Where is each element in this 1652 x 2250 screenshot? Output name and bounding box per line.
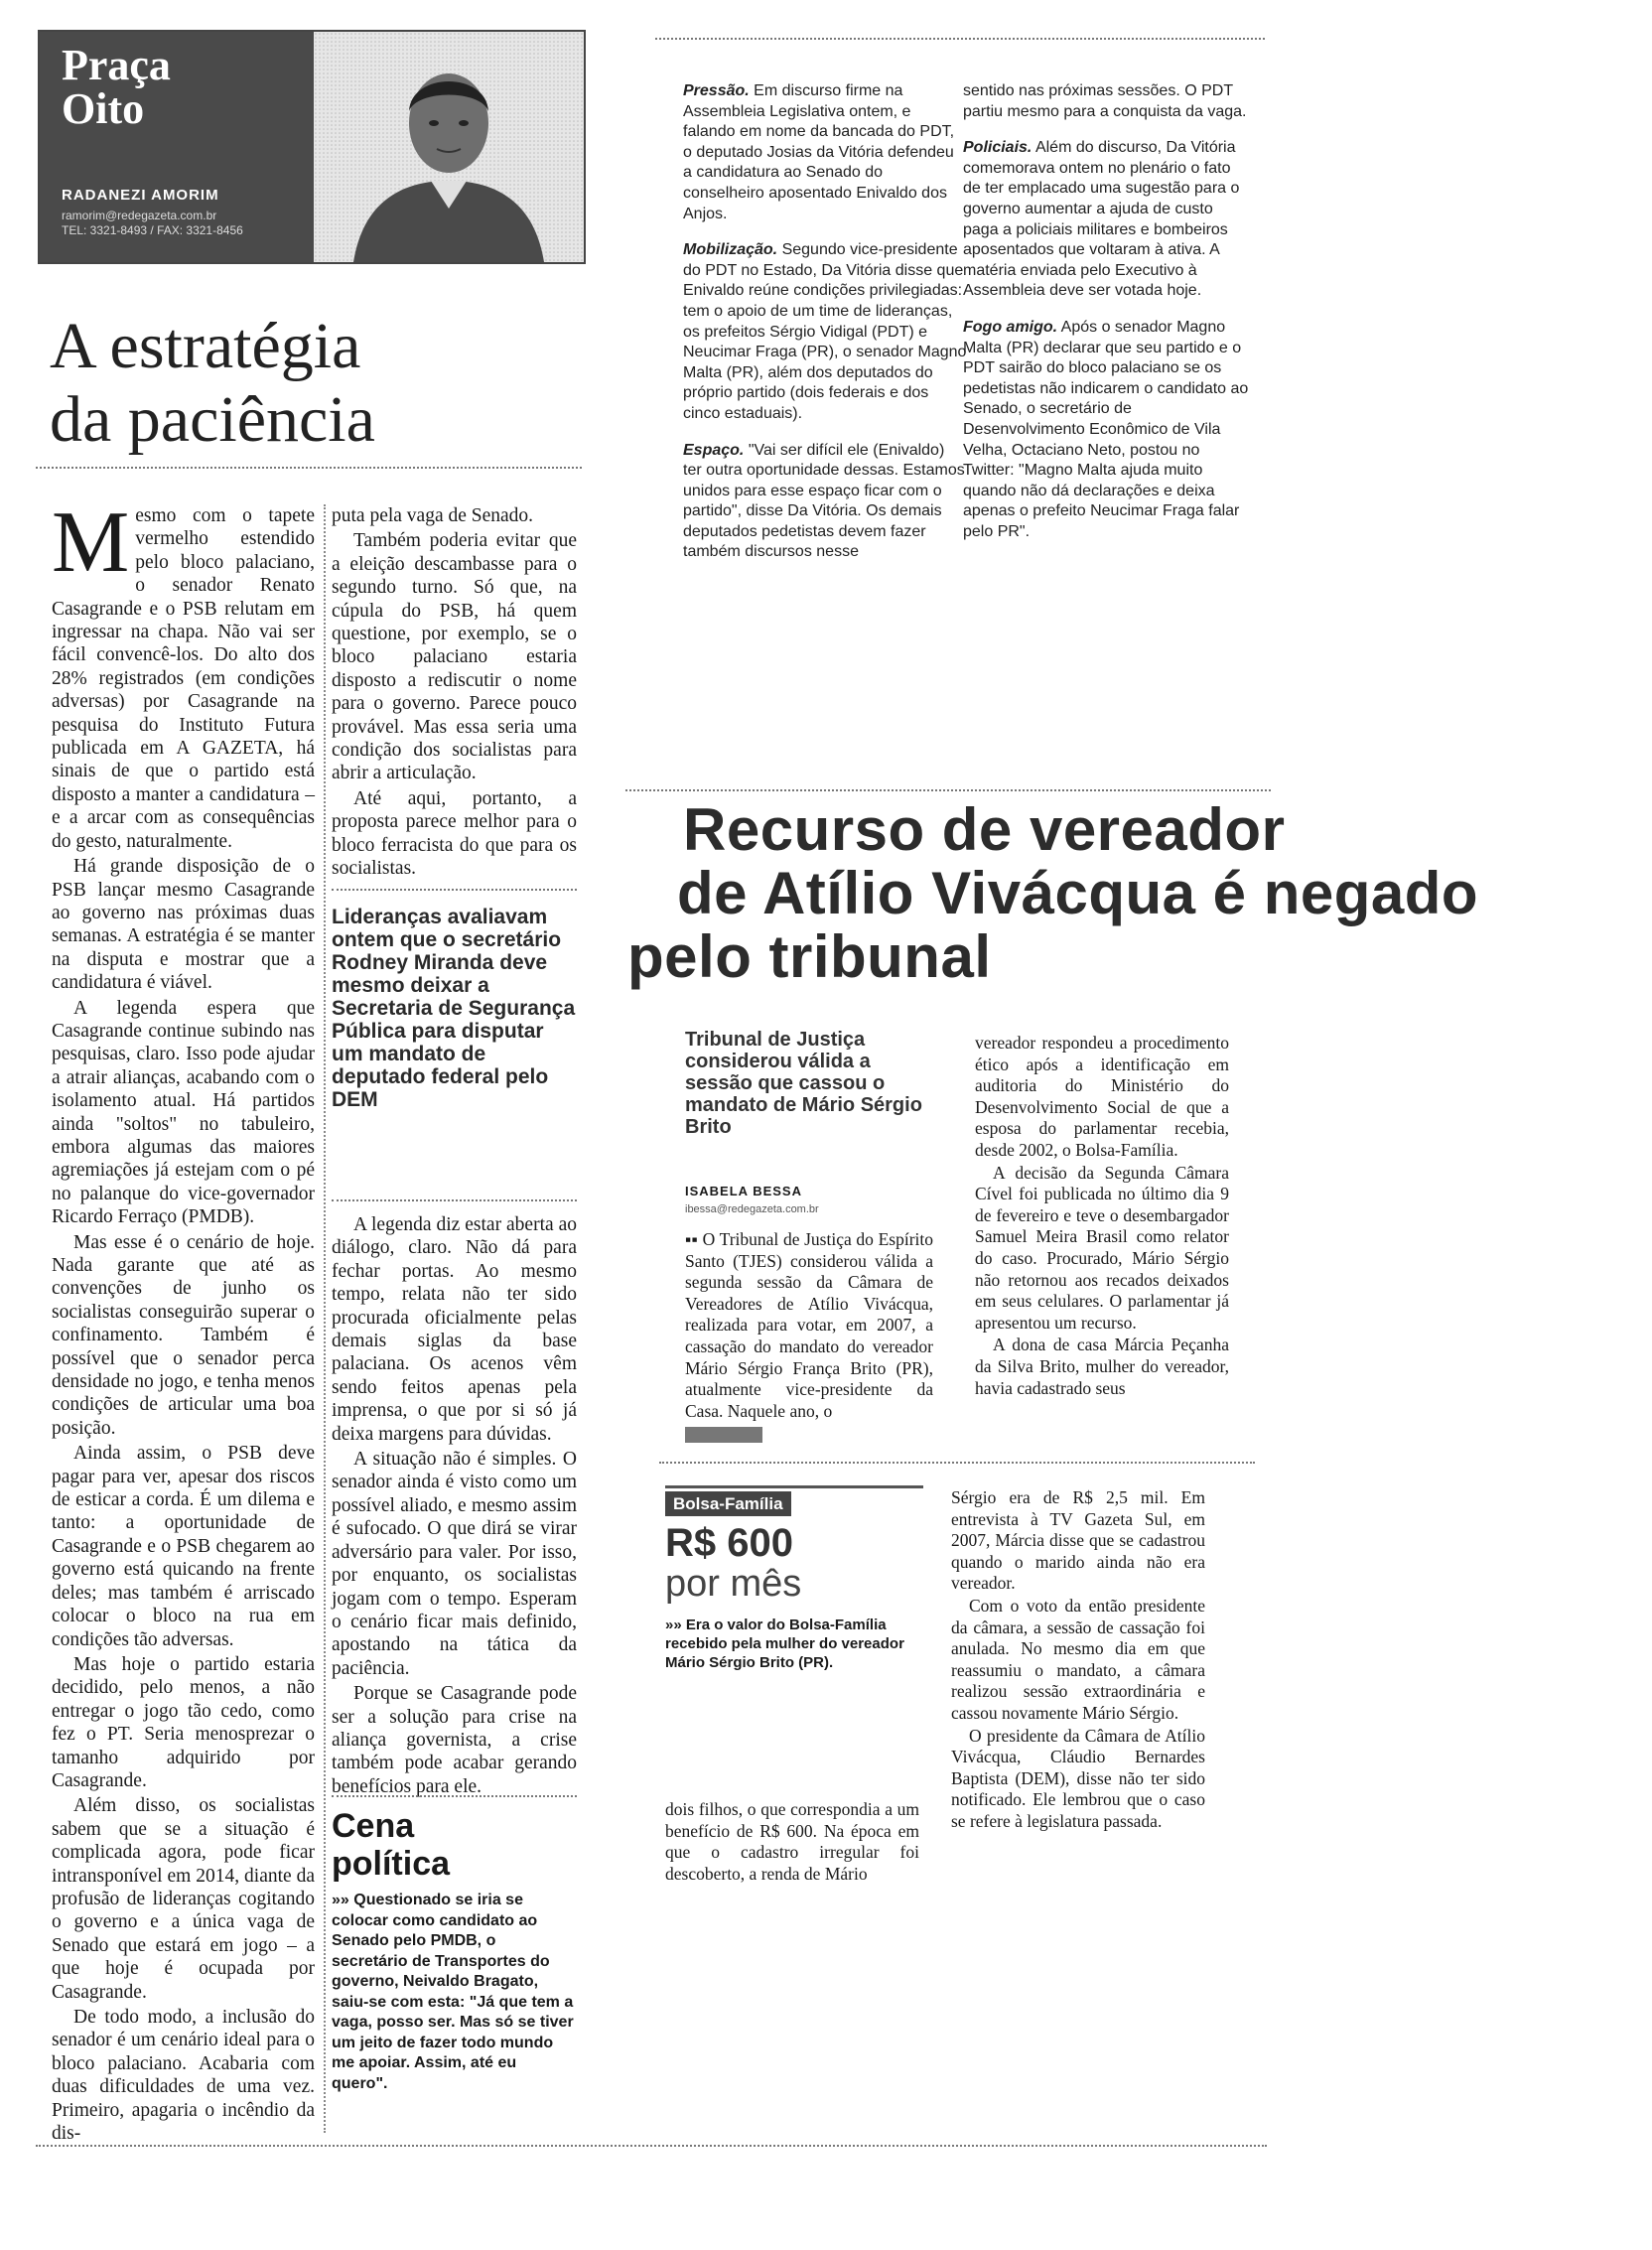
column-paragraph: A legenda espera que Casagrande continue subindo nas pesquisas, claro. Isso pode ajudar a atrair alianças, acabando com o isolamento atual. Há partidos ainda "soltos" no tabuleiro, embora algumas das maiores agremiações já estejam com o pé no palanque do vice-governador Ricardo Ferraço (PMDB). bbox=[52, 997, 315, 1228]
author-photo bbox=[314, 32, 584, 262]
column-headline bbox=[50, 310, 375, 457]
column-paragraph: De todo modo, a inclusão do senador é um cenário ideal para o bloco palaciano. Acabaria com duas dificuldades de uma vez. Primeiro, apagaria o incêndio da dis- bbox=[52, 2007, 315, 2145]
column-headline-line2: da paciência bbox=[50, 383, 375, 456]
column-text-1 bbox=[52, 494, 315, 2147]
article-paragraph: O Tribunal de Justiça do Espírito Santo (TJES) considerou válida a segunda sessão da Câmara de Vereadores de Atílio Vivácqua, realizada para votar, em 2007, a cassação do mandato do vereador Mário Sérgio França Brito (PR), atualmente vice-presidente da Casa. Naquele ano, o bbox=[685, 1229, 933, 1421]
article-paragraph: vereador respondeu a procedimento ético após a identificação em auditoria do Ministério do Desenvolvimento Social de que a esposa do parlamentar recebia, desde 2002, o Bolsa-Família. bbox=[975, 1033, 1229, 1160]
article-paragraph: O presidente da Câmara de Atílio Vivácqua, Cláudio Bernardes Baptista (DEM), disse não ter sido notificado. Ele lembrou que o caso se refere à legislatura passada. bbox=[951, 1725, 1205, 1831]
column-paragraph: puta pela vaga de Senado. bbox=[332, 505, 534, 526]
note-lead: sentido nas próximas sessões. O PDT partiu mesmo para a conquista da vaga. bbox=[963, 82, 1247, 120]
column-paragraph: A situação não é simples. O senador ainda é visto como um possível aliado, e mesmo assim é sufocado. O que dirá se virar adversário para valer. Por isso, por enquanto, os socialistas jogam com o tempo. Esperam o cenário ficar mais definido, apostando na tática da paciência. bbox=[332, 1449, 577, 1679]
column-masthead bbox=[38, 30, 586, 264]
article-byline: ISABELA BESSA bbox=[685, 1184, 802, 1198]
column-brand-line1: Praça bbox=[62, 41, 171, 89]
article-headline-line3: pelo tribunal bbox=[627, 923, 992, 990]
column-paragraph: Porque se Casagrande pode ser a solução para crise na aliança governista, a crise também pode acabar gerando benefícios para ele. bbox=[332, 1683, 577, 1797]
notes-top-rule bbox=[655, 38, 1265, 40]
redaction-mark bbox=[685, 1427, 762, 1443]
article-section-rule bbox=[659, 1462, 1255, 1464]
page-bottom-rule bbox=[36, 2145, 1267, 2147]
column-paragraph: esmo com o tapete vermelho estendido pelo bloco palaciano, o senador Renato Casagrande e o PSB relutam em ingressar na chapa. Não vai ser fácil convencê-los. Do alto dos 28% registrados (em condições adversas) por Casagrande na pesquisa do Instituto Futura publicada em A GAZETA, há sinais de que o partido está disposto a manter a candidatura – e a arcar com as consequências do gesto, naturalmente. bbox=[52, 505, 315, 852]
column-text-2-bottom bbox=[332, 1213, 577, 1800]
column-contact bbox=[62, 209, 310, 238]
author-portrait-icon bbox=[314, 32, 584, 262]
column-brand-line2: Oito bbox=[62, 84, 145, 133]
article-paragraph: A decisão da Segunda Câmara Cível foi publicada no último dia 9 de fevereiro e teve o desembargador Samuel Meira Brasil como relator do caso. Procurado, Mário Sérgio não retornou aos recados deixados em seus celulares. O parlamentar já apresentou um recurso. bbox=[975, 1162, 1229, 1333]
column-paragraph: Também poderia evitar que a eleição descambasse para o segundo turno. Só que, na cúpula do PSB, há quem questione, por exemplo, se o bloco palaciano estaria disposto a rediscutir o nome para o governo. Parece pouco provável. Mas essa seria uma condição dos socialistas para abrir a articulação. bbox=[332, 530, 577, 784]
bolsa-badge: Bolsa-Família bbox=[665, 1491, 791, 1516]
cena-text-body: Questionado se iria se colocar como candidato ao Senado pelo PMDB, o secretário de Transportes do governo, Neivaldo Bragato, saiu-se com esta: "Já que tem a vaga, posso ser. Mas só se tiver um jeito de fazer todo mundo me apoiar. Assim, até eu quero". bbox=[332, 1892, 574, 2092]
column-paragraph: Além disso, os socialistas sabem que se a situação é complicada agora, pode ficar intransponível em 2014, diante da profusão de lideranças cogitando o governo e a única vaga de Senado que estará em jogo – a que hoje é ocupada por Casagrande. bbox=[52, 1795, 315, 2003]
article-paragraph: Sérgio era de R$ 2,5 mil. Em entrevista à TV Gazeta Sul, em 2007, Márcia disse que se cadastrou quando o marido ainda não era vereador. bbox=[951, 1487, 1205, 1594]
note-item bbox=[963, 138, 1251, 302]
column-paragraph: Mas hoje o partido estaria decidido, pelo menos, a não entregar o jogo tão cedo, como fez o PT. Seria menosprezar o tamanho adquirido por Casagrande. bbox=[52, 1653, 315, 1791]
bullet-icon: ▪▪ bbox=[685, 1229, 703, 1249]
note-text: Segundo vice-presidente do PDT no Estado, Da Vitória disse que Enivaldo reúne condições privilegiadas: tem o apoio de um time de lideranças, os prefeitos Sérgio Vidigal (PDT) e Neucimar Fraga (PR), o senador Magno Malta (PR), além dos deputados do próprio partido (dois federais e dos cinco estaduais). bbox=[683, 241, 967, 422]
article-col3 bbox=[951, 1487, 1205, 1834]
note-tag: Pressão. bbox=[683, 82, 750, 99]
note-item bbox=[683, 240, 967, 424]
note-tag: Espaço. bbox=[683, 441, 745, 459]
note-item bbox=[683, 81, 967, 224]
article-subhead: Tribunal de Justiça considerou válida a sessão que cassou o mandato de Mário Sérgio Brito bbox=[685, 1029, 922, 1138]
column-paragraph: Ainda assim, o PSB deve pagar para ver, apesar dos riscos de esticar a corda. É um dilema e tanto: a oportunidade de Casagrande e o PSB chegarem ao governo está quicando na frente deles; mas também é arriscado colocar o bloco na rua em condições tão adversas. bbox=[52, 1443, 315, 1650]
article-headline bbox=[627, 798, 1620, 989]
column-author: RADANEZI AMORIM bbox=[62, 187, 219, 204]
pullquote: Lideranças avaliavam ontem que o secretário Rodney Miranda deve mesmo deixar a Secretaria de Segurança Pública para disputar um mandato de deputado federal pelo DEM bbox=[332, 906, 576, 1111]
cena-title-line1: Cena bbox=[332, 1807, 415, 1845]
article-email: ibessa@redegazeta.com.br bbox=[685, 1203, 819, 1215]
article-headline-line1: Recurso de vereador bbox=[683, 796, 1286, 863]
pullquote-rule-top bbox=[332, 889, 577, 891]
note-item bbox=[963, 318, 1251, 543]
note-text: Além do discurso, Da Vitória comemorava ontem no plenário o fato de ter emplacado uma sugestão para o governo aumentar a ajuda de custo paga a policiais militares e bombeiros aposentados que voltaram à ativa. A matéria enviada pelo Executivo à Assembleia deve ser votada hoje. bbox=[963, 139, 1240, 300]
column-paragraph: Até aqui, portanto, a proposta parece melhor para o bloco ferracista do que para os socialistas. bbox=[332, 787, 577, 880]
bullet-icon: »» bbox=[665, 1617, 686, 1633]
cena-rule bbox=[332, 1795, 577, 1797]
column-paragraph: Há grande disposição de o PSB lançar mesmo Casagrande ao governo nas próximas duas semanas. A estratégia é se manter na disputa e mostrar que a candidatura é viável. bbox=[52, 856, 315, 994]
article-col2 bbox=[975, 1033, 1229, 1400]
column-paragraph: Mas esse é o cenário de hoje. Nada garante que até as convenções de junho os socialistas conseguirão superar o confinamento. Também é possível que o senador perca densidade no jogo, e tenha menos condições de articular uma boa posição. bbox=[52, 1231, 315, 1439]
article-box-continuation bbox=[665, 1799, 919, 1886]
bullet-icon: »» bbox=[332, 1892, 354, 1908]
note-tag: Fogo amigo. bbox=[963, 318, 1058, 336]
column-text-2-top bbox=[332, 504, 577, 883]
headline-rule bbox=[36, 467, 582, 469]
note-text: "Vai ser difícil ele (Enivaldo) ter outra oportunidade dessas. Estamos unidos para esse espaço ficar com o partido", disse Da Vitória. Os demais deputados pedetistas devem fazer também discursos nesse bbox=[683, 441, 965, 561]
bolsa-caption-text: Era o valor do Bolsa-Família recebido pela mulher do vereador Mário Sérgio Brito (PR). bbox=[665, 1617, 904, 1671]
note-tag: Mobilização. bbox=[683, 241, 778, 259]
cena-politica-text bbox=[332, 1891, 575, 2094]
notes-column-left bbox=[683, 81, 967, 579]
bolsa-unit: por mês bbox=[665, 1563, 802, 1605]
article-col1 bbox=[685, 1229, 933, 1445]
article-headline-line2: de Atílio Vivácqua é negado bbox=[677, 860, 1479, 926]
bolsa-familia-box bbox=[665, 1485, 923, 1672]
pullquote-rule-bottom bbox=[332, 1199, 577, 1201]
article-paragraph: Com o voto da então presidente da câmara, a sessão de cassação foi anulada. No mesmo dia em que reassumiu o mandato, a câmara realizou sessão extraordinária e cassou novamente Mário Sérgio. bbox=[951, 1595, 1205, 1723]
column-brand bbox=[62, 41, 171, 133]
note-item bbox=[683, 441, 967, 564]
column-divider bbox=[324, 504, 326, 2133]
article-paragraph: A dona de casa Márcia Peçanha da Silva Brito, mulher do vereador, havia cadastrado seus bbox=[975, 1335, 1229, 1398]
bolsa-caption bbox=[665, 1616, 923, 1672]
dropcap: M bbox=[52, 494, 130, 591]
note-tag: Policiais. bbox=[963, 139, 1032, 157]
note-text: Após o senador Magno Malta (PR) declarar que seu partido e o PDT sairão do bloco palaciano se os pedetistas não indicarem o candidato ao Senado, o secretário de Desenvolvimento Econômico de Vila Velha, Octaciano Neto, postou no Twitter: "Magno Malta ajuda muito quando não dá declarações e deixa apenas o prefeito Neucimar Fraga falar pelo PR". bbox=[963, 318, 1249, 540]
column-headline-line1: A estratégia bbox=[50, 310, 361, 382]
notes-column-right bbox=[963, 81, 1251, 558]
notes-bottom-rule bbox=[625, 789, 1271, 791]
article-paragraph: dois filhos, o que correspondia a um benefício de R$ 600. Na época em que o cadastro irregular foi descoberto, a renda de Mário bbox=[665, 1799, 919, 1884]
cena-title-line2: política bbox=[332, 1845, 451, 1883]
cena-politica-title bbox=[332, 1807, 577, 1883]
contact-phone: TEL: 3321-8493 / FAX: 3321-8456 bbox=[62, 223, 243, 237]
bolsa-amount: R$ 600 bbox=[665, 1521, 793, 1565]
masthead-panel bbox=[40, 32, 314, 262]
note-text: Em discurso firme na Assembleia Legislativa ontem, e falando em nome da bancada do PDT, o deputado Josias da Vitória defendeu a candidatura ao Senado do conselheiro aposentado Enivaldo dos Anjos. bbox=[683, 82, 955, 222]
column-paragraph: A legenda diz estar aberta ao diálogo, claro. Não dá para fechar portas. Ao mesmo tempo, relata não ter sido procurada oficialmente pelas demais siglas da base palaciana. Os acenos vêm sendo feitos apenas pela imprensa, o que por si só já deixa margens para dúvidas. bbox=[332, 1214, 577, 1445]
contact-email: ramorim@redegazeta.com.br bbox=[62, 209, 217, 222]
